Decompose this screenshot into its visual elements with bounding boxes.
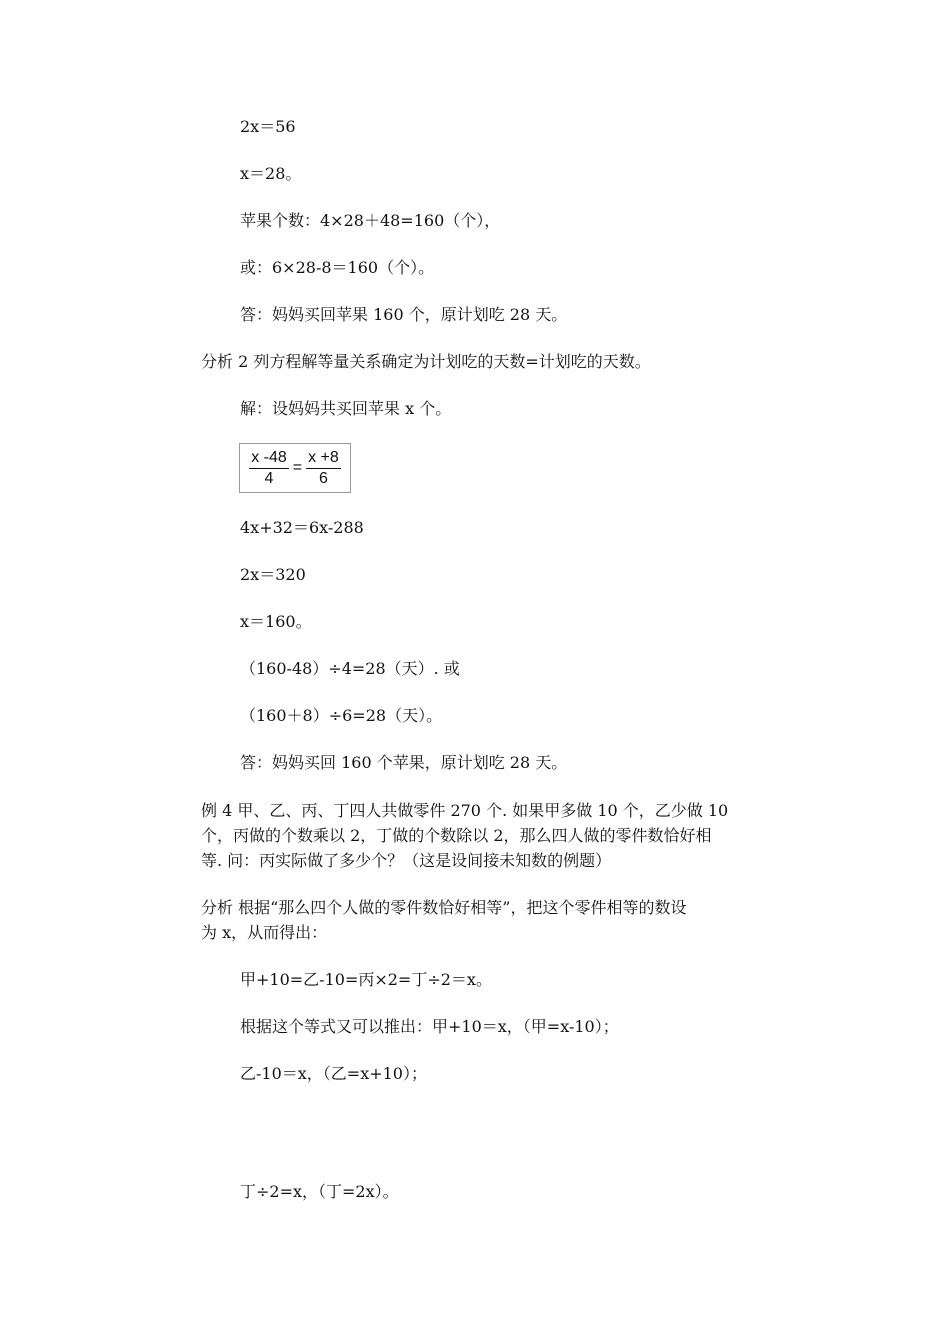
text-line: 丁÷2=x，（丁=2x）。	[240, 1182, 399, 1201]
right-denominator: 6	[319, 469, 328, 487]
right-fraction	[306, 448, 341, 489]
answer-line: 答：妈妈买回苹果 160 个，原计划吃 28 天。	[240, 305, 568, 324]
right-numerator: x +8	[306, 448, 341, 469]
left-numerator: x -48	[249, 448, 289, 469]
analysis-heading: 分析 2 列方程解等量关系确定为计划吃的天数=计划吃的天数。	[201, 352, 651, 371]
text-line: 苹果个数：4×28＋48=160（个），	[240, 211, 501, 230]
text-line: 甲+10=乙-10=丙×2=丁÷2＝x。	[240, 970, 492, 989]
left-denominator: 4	[264, 469, 274, 487]
equation-image	[239, 443, 351, 493]
text-line: 2x＝56	[240, 117, 296, 136]
text-line: x＝160。	[240, 612, 312, 631]
text-line: 4x+32＝6x-288	[240, 518, 364, 537]
text-line: （160-48）÷4=28（天）. 或	[240, 659, 460, 678]
equals-sign: =	[292, 459, 303, 476]
text-line: 个，丙做的个数乘以 2，丁做的个数除以 2，那么四人做的零件数恰好相	[201, 826, 712, 845]
example-heading: 例 4 甲、乙、丙、丁四人共做零件 270 个. 如果甲多做 10 个，乙少做 10	[201, 801, 729, 820]
text-line: 等. 问：丙实际做了多少个？（这是设间接未知数的例题）	[201, 851, 612, 870]
left-fraction	[249, 448, 289, 489]
text-line: 解：设妈妈共买回苹果 x 个。	[240, 399, 452, 418]
analysis-heading: 分析 根据“那么四个人做的零件数恰好相等”，把这个零件相等的数设	[201, 898, 687, 917]
text-line: 或：6×28-8＝160（个）。	[240, 258, 435, 277]
text-line: x＝28。	[240, 164, 302, 183]
text-line: （160＋8）÷6=28（天）。	[240, 706, 443, 725]
text-line: 为 x，从而得出：	[201, 923, 328, 942]
text-line: 根据这个等式又可以推出：甲+10＝x，（甲=x-10）；	[240, 1017, 619, 1036]
text-line: 乙-10＝x，（乙=x+10）；	[240, 1064, 427, 1083]
answer-line: 答：妈妈买回 160 个苹果，原计划吃 28 天。	[240, 753, 568, 772]
text-line: 2x＝320	[240, 565, 306, 584]
